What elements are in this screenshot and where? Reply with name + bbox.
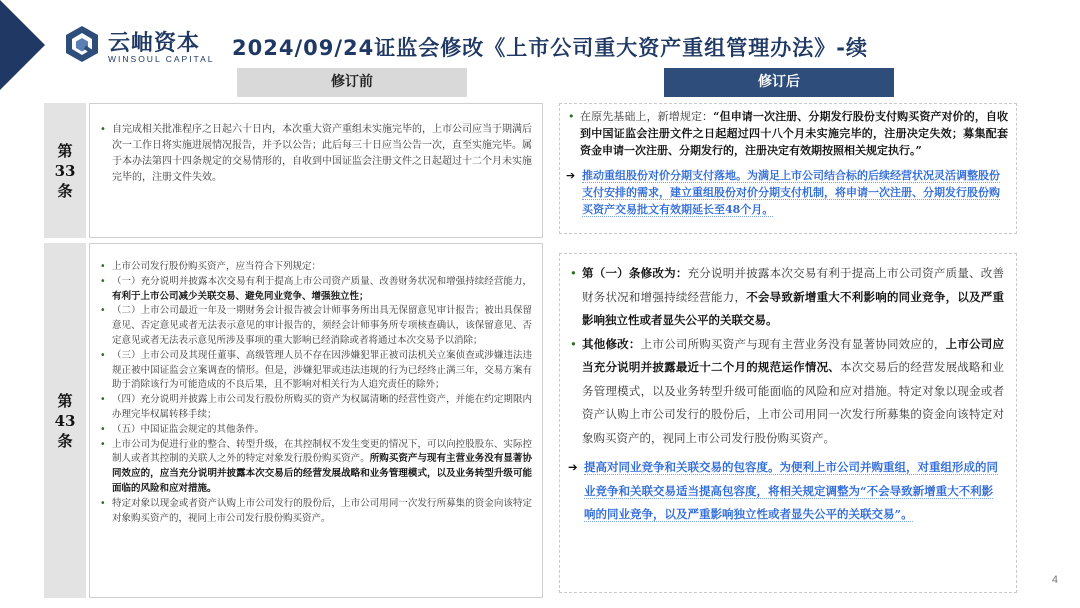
article-43-after-p2-plain2: 本次交易后的经营发展战略和业务管理模式，以及业务转型升级可能面临的风险和应对措施。特定对象以现金或者资产认购上市公司发行的股份后，上市公司用同一次发行所募集的资金向该特定对象购买资产的，视同上市公司发行股份购买资产。 (582, 360, 1005, 445)
column-header-after: 修订后 (664, 68, 894, 97)
article-43-item1-plain: （一）充分说明并披露本次交易有利于提高上市公司资产质量、改善财务状况和增强持续经营能力， (112, 275, 532, 287)
article-33-arrow-text: 推动重组股份对价分期支付落地。为满足上市公司结合标的后续经营状况灵活调整股份支付安排的需求，建立重组股份对价分期支付机制，将申请一次注册、分期发行股份购买资产交易批文有效期延长至48个月。 (582, 169, 1000, 216)
brand-name-cn: 云岫资本 (108, 30, 201, 56)
article-43-before-item-2: • （二）上市公司最近一年及一期财务会计报告被会计师事务所出具无保留意见审计报告；被出具保留意见、否定意见或者无法表示意见的审计报告的，须经会计师事务所专项核查确认，该保留意见、否定意见或者无法表示意见所涉及事项的重大影响已经消除或者将通过本次交易予以消除； (96, 304, 532, 348)
article-43-arrow-row (566, 456, 1004, 527)
article-43-before-item-5: • （五）中国证监会规定的其他条件。 (96, 423, 532, 438)
article-43-para2-plain: 上市公司为促进行业的整合、转型升级，在其控制权不发生变更的情况下，可以向控股股东、实际控制人或者其控制的关联人之外的特定对象发行股份购买资产。 (112, 438, 532, 465)
article-33-after-lead: 在原先基础上，新增规定： (580, 110, 714, 123)
article-43-before-item-3: • （三）上市公司及其现任董事、高级管理人员不存在因涉嫌犯罪正被司法机关立案侦查或涉嫌违法违规正被中国证监会立案调查的情形。但是，涉嫌犯罪或违法违规的行为已经终止满三年，交易方案有助于消除该行为可能造成的不良后果，且不影响对相关行为人追究责任的除外； (96, 349, 532, 393)
article-43-before-item-1 (96, 275, 532, 305)
article-33-label: 第 33 条 (54, 141, 76, 200)
article-43-after-p1-plain: 充分说明并披露本次交易有利于提高上市公司资产质量、改善财务状况和增强持续经营能力， (582, 266, 1005, 304)
page-title: 2024/09/24证监会修改《上市公司重大资产重组管理办法》-续 (232, 36, 868, 60)
article-43-after-point-2 (566, 333, 1004, 451)
article-43-after-p2-lead: 其他修改： (582, 336, 641, 351)
column-header-before: 修订前 (237, 68, 467, 97)
article-33-after-point (564, 108, 1008, 159)
article-43-after-cell (559, 253, 1017, 593)
arrow-right-icon: ➔ (568, 460, 578, 474)
corner-decoration (0, 0, 45, 90)
article-33-after-cell (559, 103, 1017, 234)
article-43-label: 第 43 条 (54, 391, 76, 450)
article-43-after-p1-bold: 不会导致新增重大不利影响的同业竞争，以及严重影响独立性或者显失公平的关联交易。 (582, 289, 1005, 327)
article-43-before-item-4: • （四）充分说明并披露上市公司发行股份所购买的资产为权属清晰的经营性资产，并能在约定期限内办理完毕权属转移手续； (96, 393, 532, 423)
article-43-before-para-3: • 特定对象以现金或者资产认购上市公司发行的股份后，上市公司用同一次发行所募集的资金向该特定对象购买资产的，视同上市公司发行股份购买资产。 (96, 497, 532, 527)
brand-name-en: WINSOUL CAPITAL (108, 54, 215, 64)
article-43-after-point-1 (566, 262, 1004, 333)
article-43-after-p2-plain1: 上市公司所购买资产与现有主营业务没有显著协同效应的， (640, 336, 946, 351)
article-33-before-text: • 自完成相关批准程序之日起六十日内，本次重大资产重组未实施完毕的，上市公司应当于期满后次一工作日将实施进展情况报告，并予以公告；此后每三十日应当公告一次，直至实施完毕。属于本办法第四十四条规定的交易情形的，自收到中国证监会注册文件之日起超过十二个月未实施完毕的，注册文件失效。 (96, 122, 532, 186)
article-43-arrow-text: 提高对同业竞争和关联交易的包容度。为便利上市公司并购重组，对重组形成的同业竞争和关联交易适当提高包容度，将相关规定调整为“不会导致新增重大不利影响的同业竞争，以及严重影响独立性或者显失公平的关联交易”。 (584, 460, 998, 521)
article-43-before-cell (89, 243, 543, 598)
article-43-before-para-2 (96, 438, 532, 497)
winsoul-logo-icon (62, 24, 102, 64)
article-33-label-box (44, 103, 86, 238)
page-number: 4 (1051, 574, 1058, 586)
article-43-after-p2-bold: 上市公司应当充分说明并披露最近十二个月的规范运作情况、 (582, 336, 1005, 374)
brand-logo (62, 24, 215, 70)
article-33-after-bold: “但申请一次注册、分期发行股份支付购买资产对价的，自收到中国证监会注册文件之日起超过四十八个月未实施完毕的，注册决定失效；募集配套资金申请一次注册、分期发行的，注册决定有效期按照相关规定执行。” (580, 110, 1009, 157)
arrow-right-icon: ➔ (566, 169, 576, 182)
article-43-after-p1-lead: 第（一）条修改为： (582, 266, 688, 280)
article-33-arrow-row (564, 167, 1008, 218)
article-43-label-box (44, 243, 86, 598)
article-43-before-intro: • 上市公司发行股份购买资产，应当符合下列规定： (96, 260, 532, 275)
article-33-before-cell (89, 103, 543, 238)
article-43-item1-bold: 有利于上市公司减少关联交易、避免同业竞争、增强独立性； (112, 290, 369, 302)
article-43-para2-bold: 所购买资产与现有主营业务没有显著协同效应的，应当充分说明并披露本次交易后的经营发展战略和业务管理模式，以及业务转型升级可能面临的风险和应对措施。 (112, 453, 532, 494)
